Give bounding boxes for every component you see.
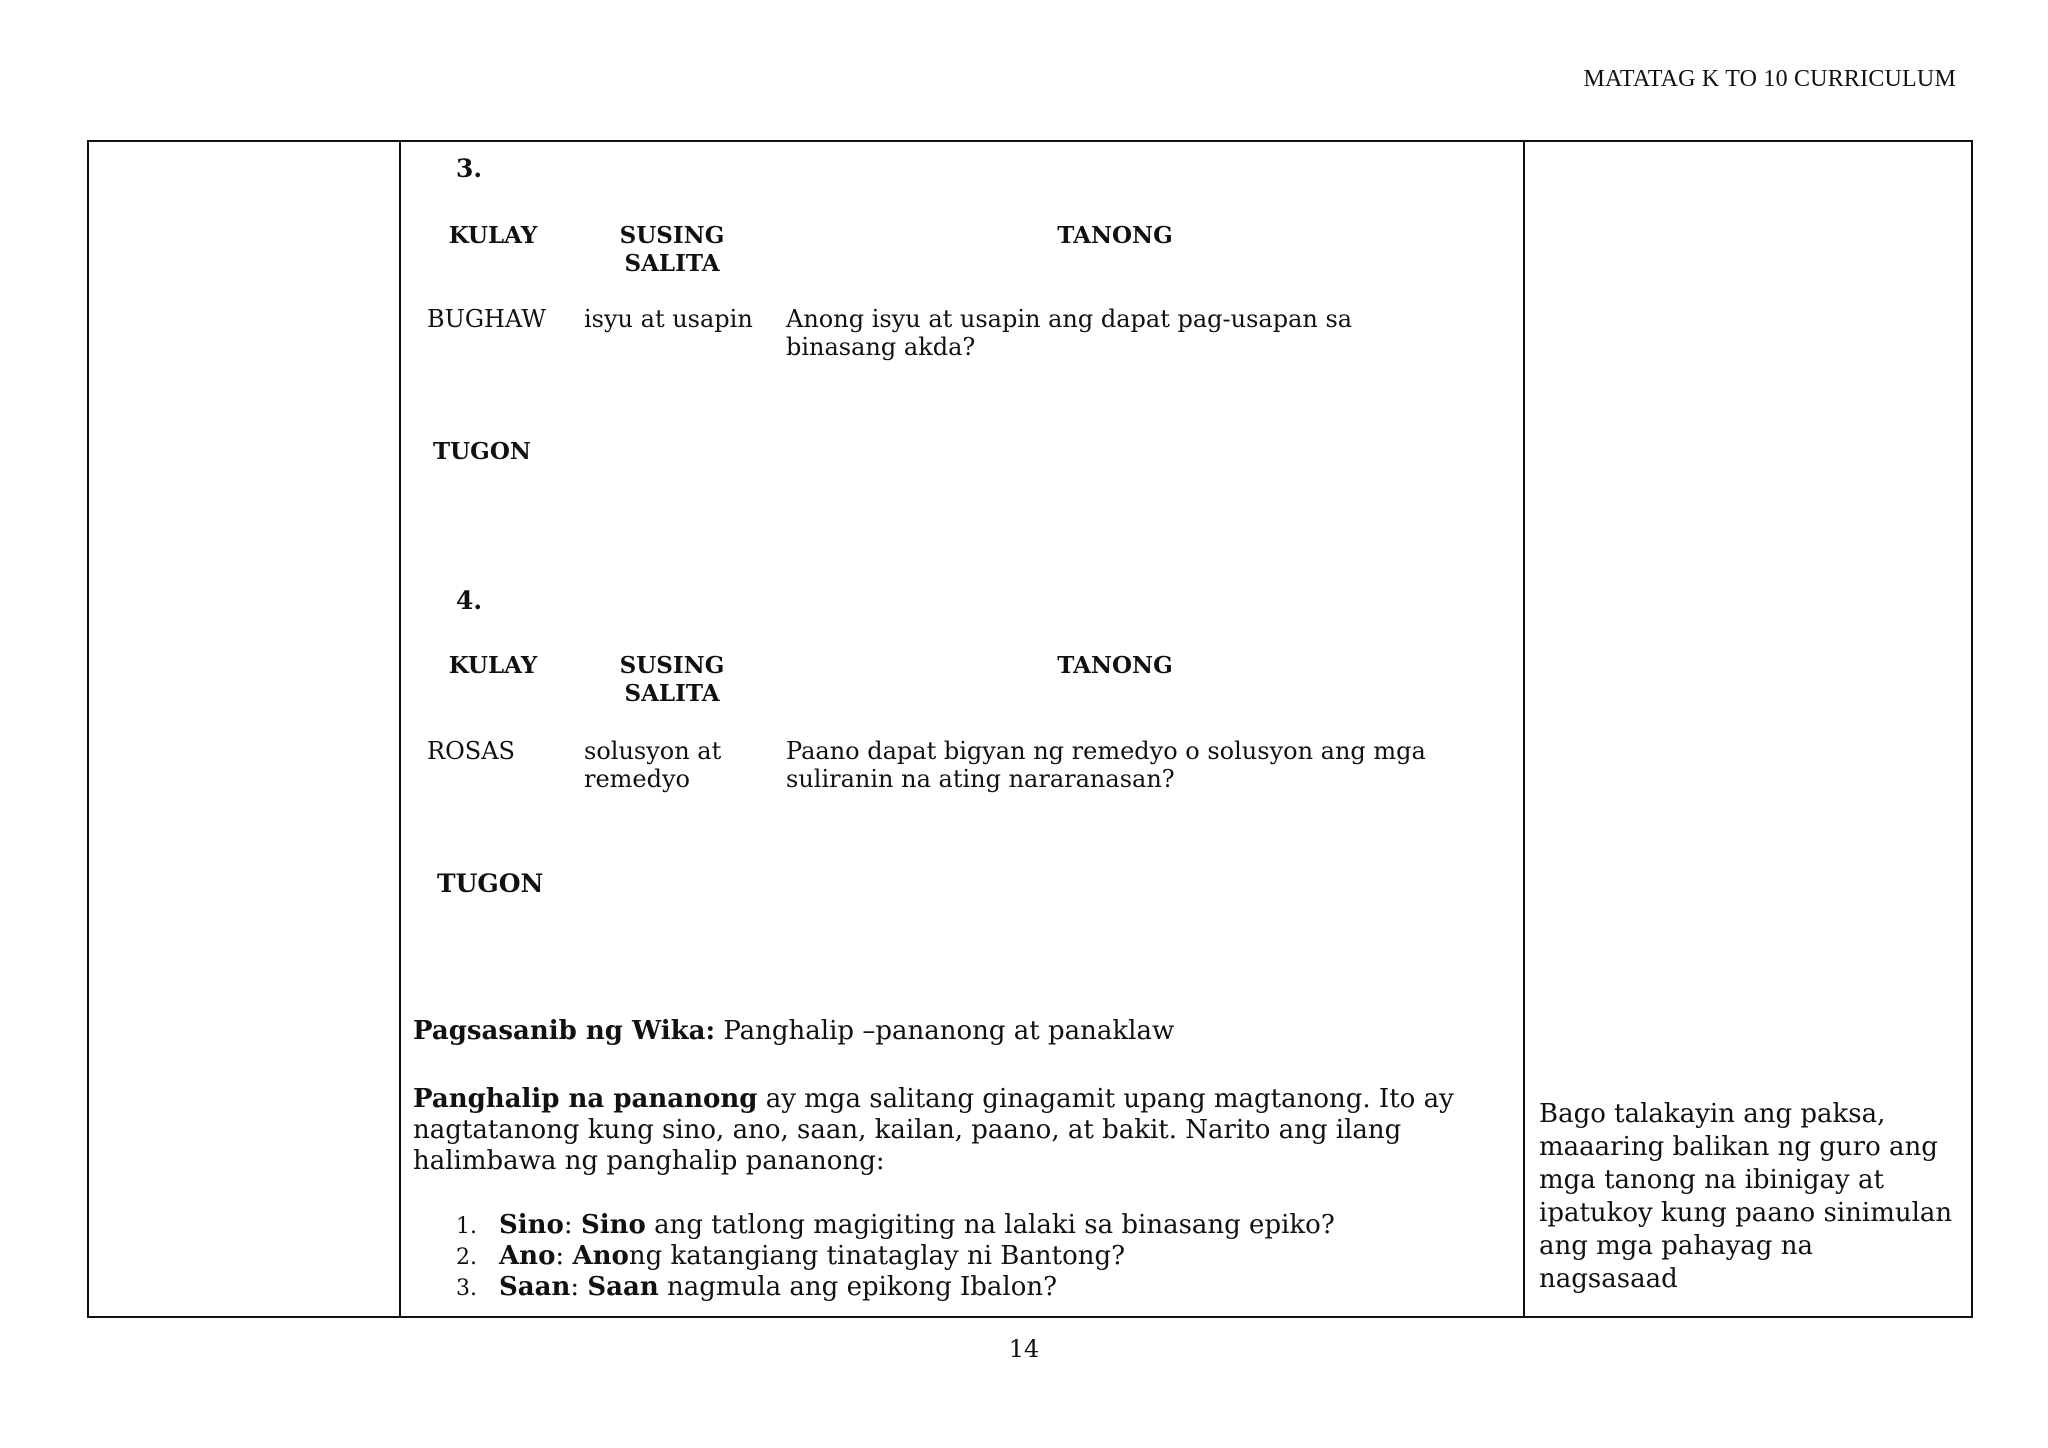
pagsasanib-label: Pagsasanib ng Wika: [413, 1016, 716, 1046]
column-divider-left [399, 142, 401, 1316]
col-header-susing: SUSING [619, 652, 725, 679]
list-item [456, 1241, 1125, 1273]
tugon-label: TUGON [433, 438, 531, 465]
pagsasanib-line [413, 1016, 1174, 1047]
row-tanong-line2: suliranin na ating nararanasan? [786, 765, 1175, 793]
example-rest: nagmula ang epikong Ibalon? [658, 1272, 1058, 1302]
example-bold: Saan [587, 1272, 659, 1302]
example-sep: : [555, 1241, 573, 1271]
col-header-tanong: TANONG [1057, 652, 1173, 679]
curriculum-header: MATATAG K TO 10 CURRICULUM [1583, 66, 1956, 92]
example-label: Ano [499, 1241, 556, 1271]
page-number: 14 [1008, 1335, 1040, 1363]
example-bold: Ano [572, 1241, 629, 1271]
col-header-kulay: KULAY [448, 222, 538, 249]
example-bold: Sino [580, 1210, 646, 1240]
col-header-salita: SALITA [624, 250, 720, 277]
row-kulay: BUGHAW [427, 305, 546, 333]
side-note [1539, 1098, 1959, 1296]
col-header-salita: SALITA [624, 680, 720, 707]
side-note-line: maaaring balikan ng guro ang [1539, 1132, 1938, 1162]
column-divider-right [1523, 142, 1525, 1316]
row-tanong-line1: Anong isyu at usapin ang dapat pag-usapan sa [786, 305, 1353, 333]
row-kulay: ROSAS [427, 737, 515, 765]
item-number: 4. [456, 586, 483, 615]
definition-line2: nagtatanong kung sino, ano, saan, kailan, paano, at bakit. Narito ang ilang [413, 1115, 1402, 1145]
definition-line3: halimbawa ng panghalip pananong: [413, 1146, 885, 1176]
definition-line1 [413, 1084, 1454, 1115]
example-label: Sino [499, 1210, 564, 1240]
row-susing-salita-line2: remedyo [584, 765, 691, 793]
side-note-line: ipatukoy kung paano sinimulan [1539, 1198, 1953, 1228]
side-note-line: ang mga pahayag na nagsasaad [1539, 1231, 1813, 1294]
row-susing-salita: isyu at usapin [584, 305, 753, 333]
example-sep: : [570, 1272, 588, 1302]
col-header-susing: SUSING [619, 222, 725, 249]
list-number: 3. [456, 1276, 477, 1301]
tugon-label: TUGON [437, 869, 544, 898]
example-rest: ang tatlong magigiting na lalaki sa binasang epiko? [645, 1210, 1335, 1240]
example-rest: ng katangiang tinataglay ni Bantong? [628, 1241, 1126, 1271]
example-label: Saan [499, 1272, 571, 1302]
side-note-line: Bago talakayin ang paksa, [1539, 1099, 1886, 1129]
pagsasanib-text: Panghalip –pananong at panaklaw [715, 1016, 1175, 1046]
list-item [456, 1210, 1335, 1242]
example-sep: : [563, 1210, 581, 1240]
list-item [456, 1272, 1057, 1304]
list-number: 2. [456, 1245, 477, 1270]
side-note-line: mga tanong na ibinigay at [1539, 1165, 1884, 1195]
col-header-tanong: TANONG [1057, 222, 1173, 249]
item-number: 3. [456, 154, 483, 183]
col-header-kulay: KULAY [448, 652, 538, 679]
definition-term: Panghalip na pananong [413, 1084, 758, 1114]
list-number: 1. [456, 1214, 477, 1239]
row-tanong-line1: Paano dapat bigyan ng remedyo o solusyon ang mga [786, 737, 1426, 765]
row-tanong-line2: binasang akda? [786, 333, 976, 361]
row-susing-salita-line1: solusyon at [584, 737, 722, 765]
definition-line1-rest: ay mga salitang ginagamit upang magtanong. Ito ay [757, 1084, 1454, 1114]
